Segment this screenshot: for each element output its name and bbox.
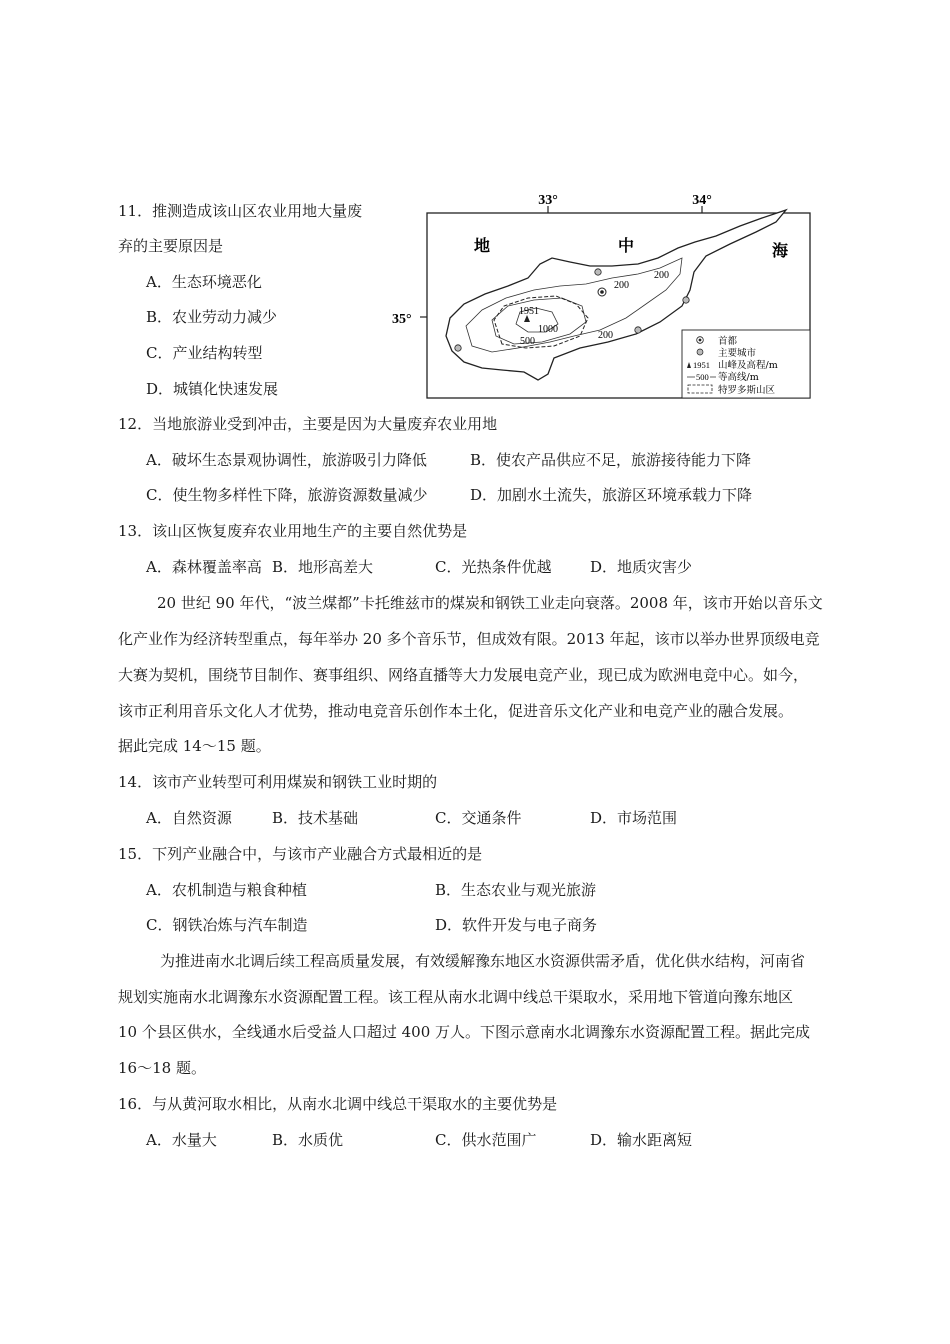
legend-peak-sample: 1951 <box>693 360 710 370</box>
q15-option-a: A．农机制造与粮食种植 <box>146 881 307 899</box>
q12-option-b: B．使农产品供应不足，旅游接待能力下降 <box>470 451 752 469</box>
q16-option-a: A．水量大 <box>146 1131 217 1149</box>
city-icon <box>455 345 461 351</box>
q13-stem: 13．该山区恢复废弃农业用地生产的主要自然优势是 <box>118 522 468 540</box>
contour-label-1000: 1000 <box>538 324 558 335</box>
q13-option-b: B．地形高差大 <box>272 558 374 576</box>
q14-stem: 14．该市产业转型可利用煤炭和钢铁工业时期的 <box>118 773 438 791</box>
passage2-line: 规划实施南水北调豫东水资源配置工程。该工程从南水北调中线总干渠取水，采用地下管道向豫东地区 <box>118 988 794 1006</box>
legend-contour-sample: 500 <box>696 372 709 382</box>
lon-label-34: 34° <box>692 193 712 208</box>
contour-label-200-b: 200 <box>654 270 669 281</box>
q14-option-c: C．交通条件 <box>435 809 522 827</box>
q13-option-c: C．光热条件优越 <box>435 558 552 576</box>
passage1-line: 20 世纪 90 年代，“波兰煤都”卡托维兹市的煤炭和钢铁工业走向衰落。2008 年，该市开始以音乐文 <box>157 594 823 612</box>
legend-major-city: 主要城市 <box>718 348 757 359</box>
cyprus-map <box>390 186 820 406</box>
city-icon <box>595 269 601 275</box>
q15-option-d: D．软件开发与电子商务 <box>435 916 598 934</box>
sea-label-char: 中 <box>618 236 635 255</box>
sea-label-char: 海 <box>772 241 789 260</box>
q15-stem: 15．下列产业融合中，与该市产业融合方式最相近的是 <box>118 845 483 863</box>
contour-label-200-c: 200 <box>598 330 613 341</box>
q11-option-a: A．生态环境恶化 <box>146 273 262 291</box>
q12-option-c: C．使生物多样性下降，旅游资源数量减少 <box>146 486 428 504</box>
peak-elevation-label: 1951 <box>519 306 539 317</box>
q16-option-b: B．水质优 <box>272 1131 344 1149</box>
passage1-line: 大赛为契机，围绕节目制作、赛事组织、网络直播等大力发展电竞产业，现已成为欧洲电竞中心。如今， <box>118 666 809 684</box>
q15-option-c: C．钢铁冶炼与汽车制造 <box>146 916 308 934</box>
passage1-line: 化产业作为经济转型重点，每年举办 20 多个音乐节，但成效有限。2013 年起，该市以举办世界顶级电竞 <box>118 630 820 648</box>
q13-option-a: A．森林覆盖率高 <box>146 558 262 576</box>
q12-option-a: A．破坏生态景观协调性，旅游吸引力降低 <box>146 451 427 469</box>
contour-label-500: 500 <box>520 336 535 347</box>
city-icon <box>683 297 689 303</box>
legend-peak: 山峰及高程/m <box>718 360 778 371</box>
sea-label-char: 地 <box>474 236 491 255</box>
q11-option-b: B．农业劳动力减少 <box>146 308 278 326</box>
city-icon <box>635 327 641 333</box>
legend-contour: 等高线/m <box>718 372 759 383</box>
passage1-line: 据此完成 14～15 题。 <box>118 737 271 755</box>
passage2-line: 为推进南水北调后续工程高质量发展，有效缓解豫东地区水资源供需矛盾，优化供水结构，河南省 <box>160 952 806 970</box>
q16-option-c: C．供水范围广 <box>435 1131 537 1149</box>
q16-stem: 16．与从黄河取水相比，从南水北调中线总干渠取水的主要优势是 <box>118 1095 558 1113</box>
q11-option-c: C．产业结构转型 <box>146 344 263 362</box>
lat-label-35: 35° <box>392 312 412 327</box>
passage2-line: 10 个县区供水，全线通水后受益人口超过 400 万人。下图示意南水北调豫东水资源配置工程。据此完成 <box>118 1023 811 1041</box>
q14-option-a: A．自然资源 <box>146 809 232 827</box>
q13-option-d: D．地质灾害少 <box>590 558 693 576</box>
q14-option-d: D．市场范围 <box>590 809 678 827</box>
q11-stem-line1: 11．推测造成该山区农业用地大量废 <box>118 202 363 220</box>
q12-stem: 12．当地旅游业受到冲击，主要是因为大量废弃农业用地 <box>118 415 498 433</box>
contour-label-200-a: 200 <box>614 280 629 291</box>
q11-stem-line2: 弃的主要原因是 <box>118 237 224 255</box>
q15-option-b: B．生态农业与观光旅游 <box>435 881 597 899</box>
passage2-line: 16～18 题。 <box>118 1059 206 1077</box>
q11-option-d: D．城镇化快速发展 <box>146 380 279 398</box>
legend-troodos: 特罗多斯山区 <box>718 385 776 396</box>
lon-label-33: 33° <box>538 193 558 208</box>
legend-capital: 首都 <box>718 336 738 347</box>
q14-option-b: B．技术基础 <box>272 809 359 827</box>
q16-option-d: D．输水距离短 <box>590 1131 693 1149</box>
passage1-line: 该市正利用音乐文化人才优势，推动电竞音乐创作本土化，促进音乐文化产业和电竞产业的融合发展。 <box>118 702 794 720</box>
q12-option-d: D．加剧水土流失，旅游区环境承载力下降 <box>470 486 753 504</box>
